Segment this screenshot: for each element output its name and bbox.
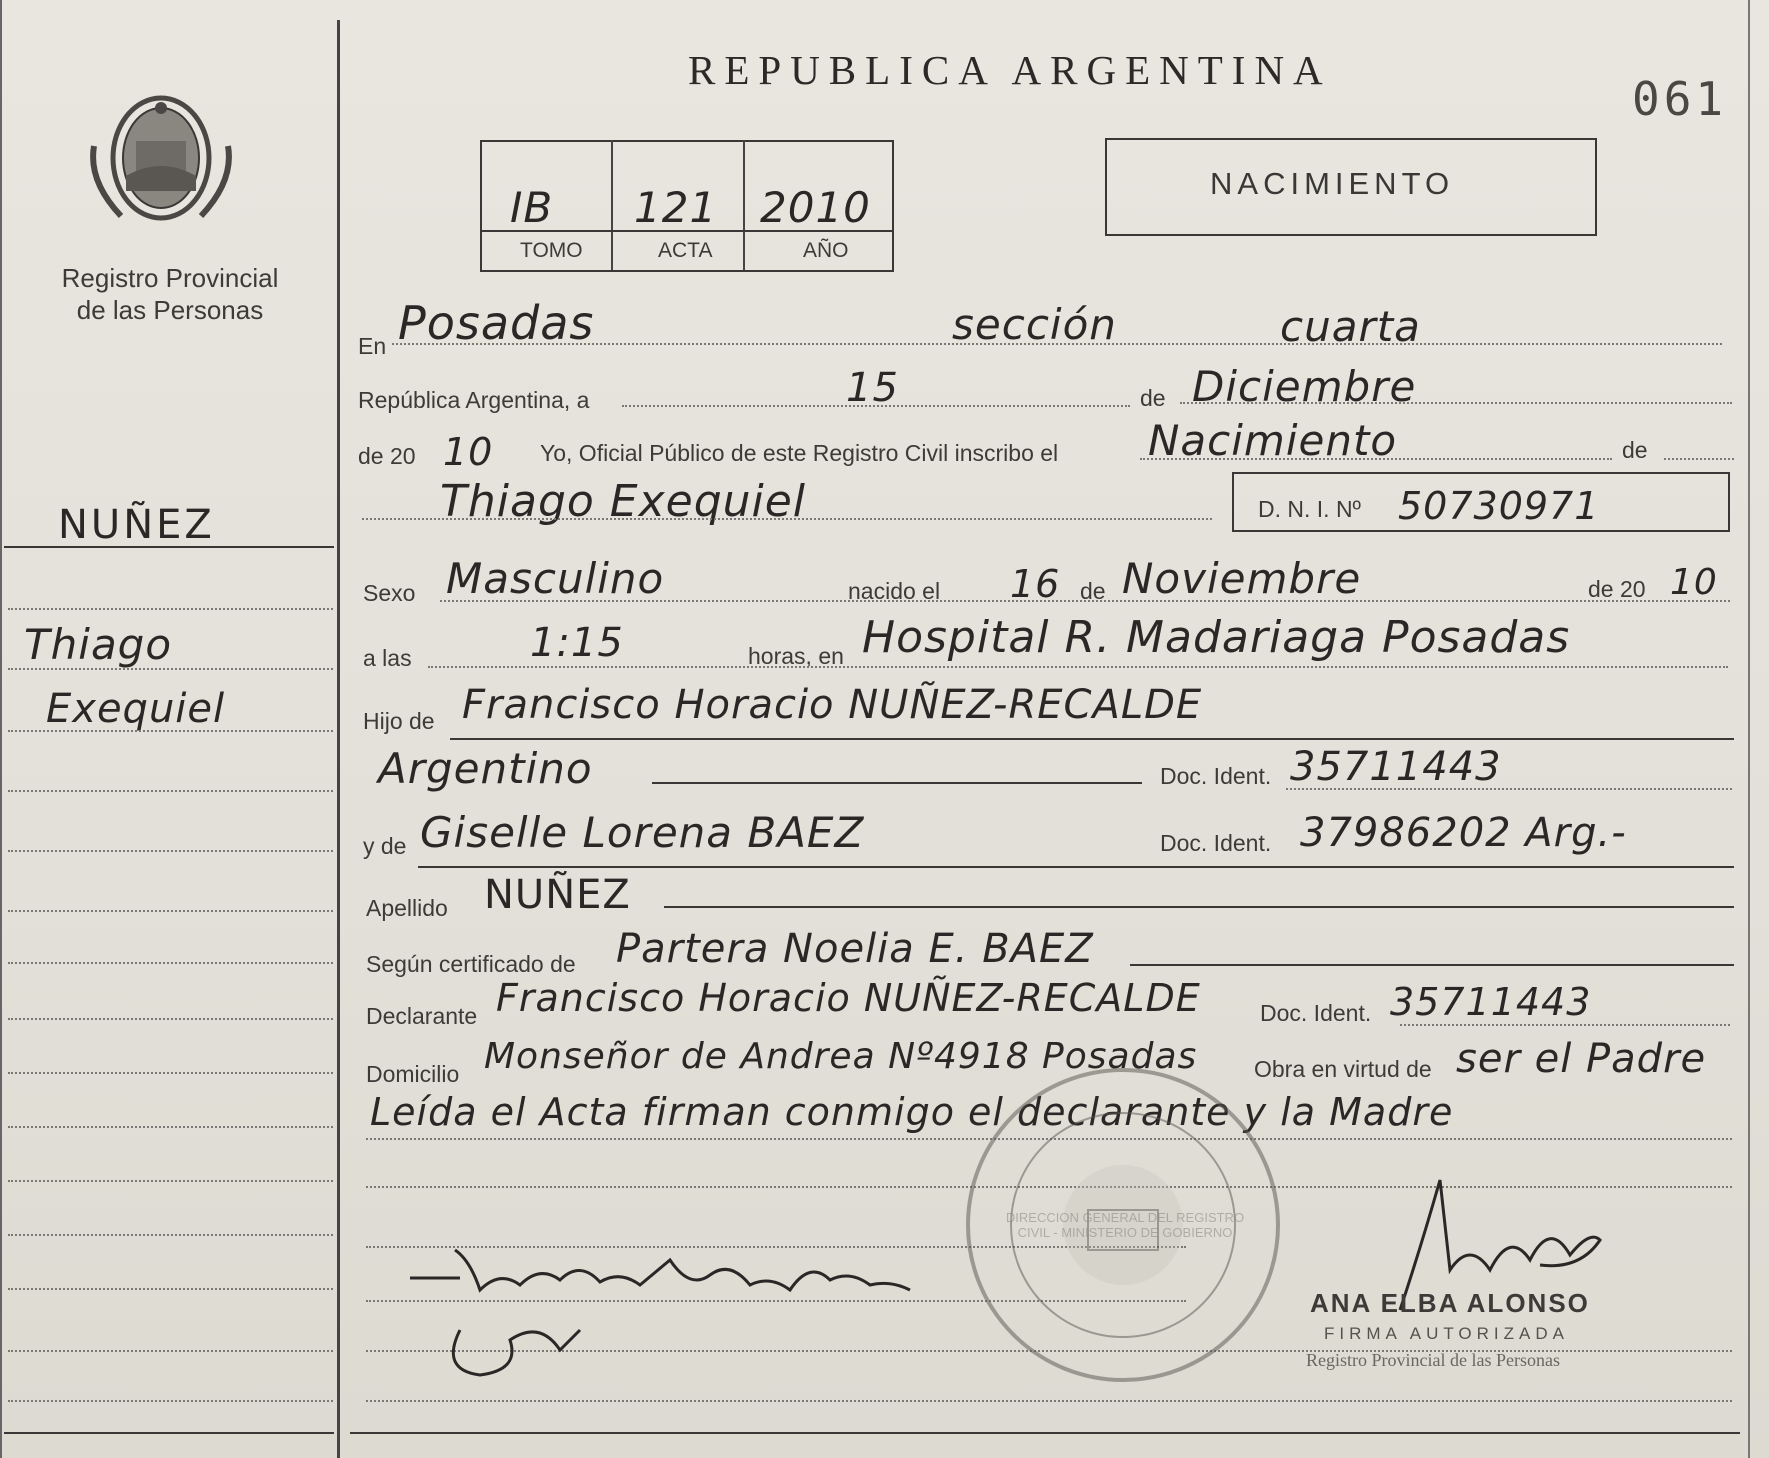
en-label: En bbox=[358, 333, 387, 359]
obra-value: ser el Padre bbox=[1456, 1036, 1707, 1082]
child-names: Thiago Exequiel bbox=[440, 476, 807, 527]
mother-doc: 37986202 Arg.- bbox=[1300, 810, 1627, 856]
margin-line bbox=[8, 1126, 333, 1128]
tomo-value: IB bbox=[510, 183, 554, 232]
blank-line bbox=[366, 1400, 1732, 1402]
dni-label: D. N. I. Nº bbox=[1258, 496, 1361, 522]
mother-name: Giselle Lorena BAEZ bbox=[420, 808, 865, 857]
father-doc: 35711443 bbox=[1290, 744, 1502, 790]
sexo-line bbox=[440, 600, 1730, 602]
de-label: de bbox=[1140, 385, 1166, 411]
certificado-line bbox=[1130, 964, 1734, 966]
page-number: 061 bbox=[1632, 72, 1728, 126]
a-las-label: a las bbox=[363, 645, 412, 671]
act-type-line-end bbox=[1664, 458, 1734, 460]
margin-second-name: Exequiel bbox=[46, 686, 226, 732]
father-name-line bbox=[450, 738, 1734, 740]
time-value: 1:15 bbox=[530, 620, 624, 666]
margin-surname: NUÑEZ bbox=[58, 502, 215, 548]
republic-label: República Argentina, a bbox=[358, 387, 590, 413]
mother-name-line bbox=[418, 866, 1734, 868]
child-names-line bbox=[362, 518, 1212, 520]
margin-line bbox=[8, 1400, 333, 1402]
nacido-label: nacido el bbox=[848, 578, 941, 604]
certificado-label: Según certificado de bbox=[366, 951, 576, 977]
doc-label-3: Doc. Ident. bbox=[1260, 1000, 1372, 1026]
provincial-seal-icon bbox=[86, 86, 236, 236]
father-name: Francisco Horacio NUÑEZ-RECALDE bbox=[462, 682, 1203, 728]
horas-label: horas, en bbox=[748, 643, 844, 669]
declarante-line bbox=[1400, 1024, 1730, 1026]
margin-line bbox=[8, 790, 333, 792]
sexo-value: Masculino bbox=[446, 554, 665, 603]
de-label-2: de bbox=[1622, 437, 1648, 463]
registry-name: Registro Provincial de las Personas bbox=[61, 263, 279, 325]
closing-line: Leída el Acta firman conmigo el declarante y la Madre bbox=[370, 1090, 1454, 1134]
margin-line bbox=[8, 1180, 333, 1182]
margin-line bbox=[8, 1018, 333, 1020]
margin-surname-line bbox=[4, 546, 334, 548]
margin-divider bbox=[337, 20, 340, 1458]
domicilio-value: Monseñor de Andrea Nº4918 Posadas bbox=[484, 1036, 1198, 1077]
declarante-doc: 35711443 bbox=[1390, 980, 1592, 1024]
obra-label: Obra en virtud de bbox=[1254, 1056, 1432, 1082]
margin-line bbox=[8, 668, 333, 670]
father-doc-line bbox=[1286, 788, 1732, 790]
time-line bbox=[428, 666, 1728, 668]
acta-label: ACTA bbox=[658, 239, 713, 262]
margin-line bbox=[8, 1350, 333, 1352]
acta-value: 121 bbox=[634, 183, 718, 232]
margin-line bbox=[8, 730, 333, 732]
section-value: cuarta bbox=[1280, 302, 1421, 351]
apellido-line bbox=[664, 906, 1734, 908]
year-suffix: 10 bbox=[443, 430, 494, 474]
margin-line bbox=[8, 1234, 333, 1236]
margin-line bbox=[8, 850, 333, 852]
city-value: Posadas bbox=[398, 296, 595, 350]
birth-year-suffix: 10 bbox=[1670, 562, 1718, 603]
father-nationality: Argentino bbox=[378, 744, 593, 793]
official-text: Yo, Oficial Público de este Registro Civil inscribo el bbox=[540, 440, 1059, 466]
stamp-text: DIRECCION GENERAL DEL REGISTRO CIVIL - MINISTERIO DE GOBIERNO bbox=[1005, 1210, 1245, 1240]
certificate-type: NACIMIENTO bbox=[1210, 166, 1455, 201]
official-registry: Registro Provincial de las Personas bbox=[1306, 1350, 1560, 1370]
year-prefix: de 20 bbox=[358, 443, 416, 469]
margin-line bbox=[8, 608, 333, 610]
act-type-line bbox=[1140, 458, 1612, 460]
country-title: REPUBLICA ARGENTINA bbox=[688, 47, 1332, 93]
apellido-value: NUÑEZ bbox=[484, 872, 631, 918]
day-line bbox=[622, 405, 1130, 407]
dni-value: 50730971 bbox=[1398, 484, 1600, 528]
hijo-label: Hijo de bbox=[363, 708, 435, 734]
official-name: ANA ELBA ALONSO bbox=[1310, 1288, 1590, 1318]
month-value: Diciembre bbox=[1192, 362, 1417, 411]
doc-label-2: Doc. Ident. bbox=[1160, 830, 1272, 856]
ano-label: AÑO bbox=[803, 239, 849, 262]
yde-label: y de bbox=[363, 833, 407, 859]
de-label-3: de bbox=[1080, 578, 1106, 604]
margin-line bbox=[8, 1288, 333, 1290]
sexo-label: Sexo bbox=[363, 580, 416, 606]
record-box-divider-2 bbox=[743, 140, 745, 270]
birth-year-prefix: de 20 bbox=[1588, 576, 1646, 602]
left-edge-line bbox=[0, 0, 2, 1458]
margin-line bbox=[8, 1072, 333, 1074]
day-value: 15 bbox=[846, 365, 899, 411]
place-value: Hospital R. Madariaga Posadas bbox=[862, 612, 1571, 663]
official-role: FIRMA AUTORIZADA bbox=[1324, 1324, 1569, 1343]
margin-first-name: Thiago bbox=[24, 620, 173, 669]
certificado-value: Partera Noelia E. BAEZ bbox=[616, 926, 1094, 972]
margin-line bbox=[8, 962, 333, 964]
declarante-label: Declarante bbox=[366, 1003, 478, 1029]
month-line bbox=[1180, 402, 1732, 404]
domicilio-label: Domicilio bbox=[366, 1061, 460, 1087]
city-line bbox=[392, 343, 1722, 345]
bottom-line bbox=[350, 1432, 1740, 1434]
right-edge-line bbox=[1748, 0, 1750, 1458]
ano-value: 2010 bbox=[760, 183, 871, 232]
declarante-value: Francisco Horacio NUÑEZ-RECALDE bbox=[496, 976, 1201, 1020]
doc-label: Doc. Ident. bbox=[1160, 763, 1272, 789]
record-box-divider-1 bbox=[611, 140, 613, 270]
apellido-label: Apellido bbox=[366, 895, 448, 921]
section-word: sección bbox=[952, 300, 1117, 349]
nationality-line bbox=[652, 782, 1142, 784]
tomo-label: TOMO bbox=[520, 239, 583, 262]
act-type: Nacimiento bbox=[1148, 416, 1398, 465]
birth-day: 16 bbox=[1010, 562, 1061, 606]
birth-month: Noviembre bbox=[1122, 554, 1362, 603]
margin-line bbox=[8, 910, 333, 912]
margin-bottom-line bbox=[4, 1432, 334, 1434]
